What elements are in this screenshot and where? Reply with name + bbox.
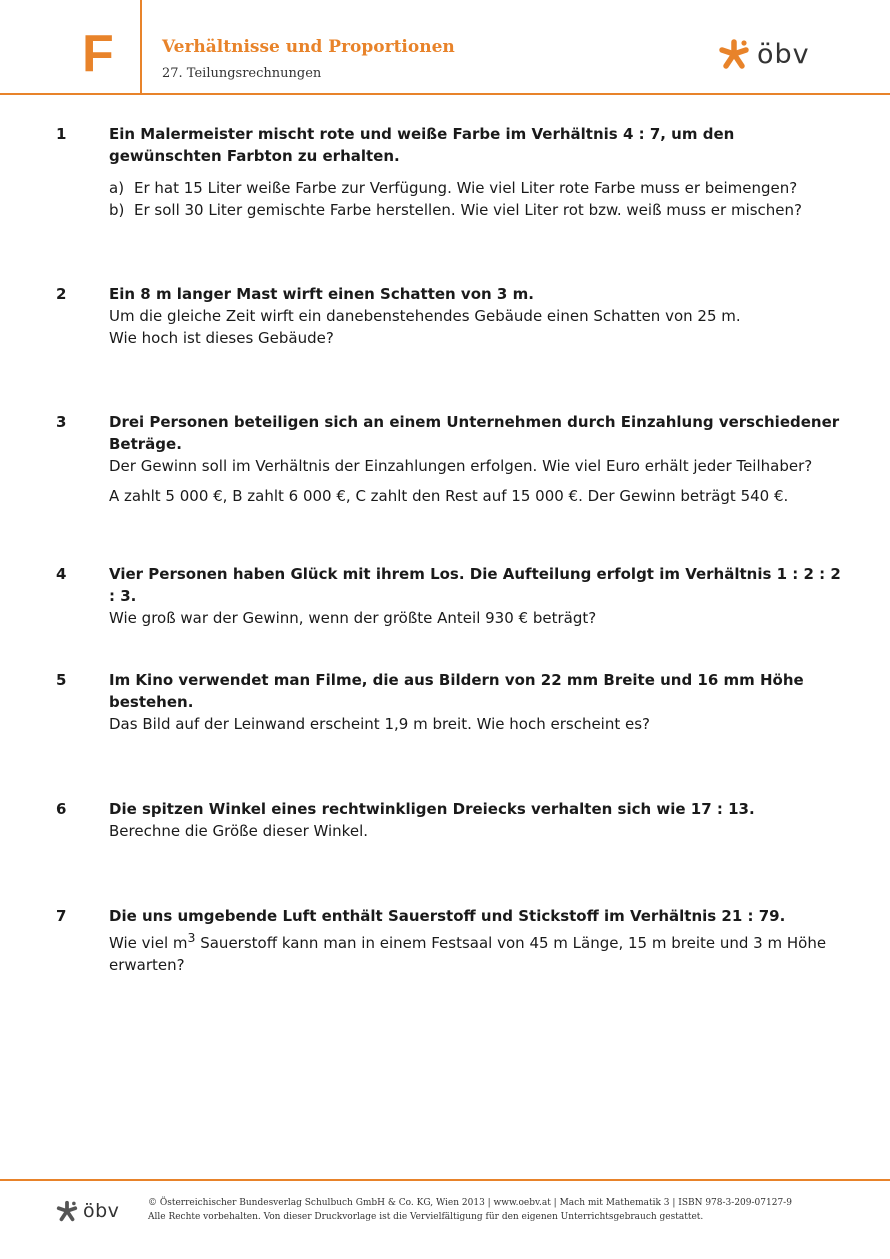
task-text: Berechne die Größe dieser Winkel. [109, 822, 368, 840]
task-text-end: Sauerstoff kann man in einem Festsaal von 45 m Länge, 15 m breite und 3 m Höhe erwarten? [109, 934, 827, 974]
task-heading: Ein 8 m langer Mast wirft einen Schatten von 3 m. [109, 285, 534, 303]
task-heading: Im Kino verwendet man Filme, die aus Bildern von 22 mm Breite und 16 mm Höhe bestehen. [109, 671, 804, 711]
section-subtitle: 27. Teilungsrechnungen [162, 66, 322, 81]
task-given-values: A zahlt 5 000 €, B zahlt 6 000 €, C zahlt den Rest auf 15 000 €. Der Gewinn beträgt 540 €. [109, 487, 789, 505]
logo-text: öbv [757, 38, 810, 70]
publisher-logo [718, 38, 810, 70]
task-heading: Ein Malermeister mischt rote und weiße Farbe im Verhältnis 4 : 7, um den gewünschten Farbton zu erhalten. [109, 125, 735, 165]
task-text: Wie hoch ist dieses Gebäude? [109, 329, 334, 347]
task-number: 7 [56, 907, 67, 925]
header-divider-horizontal [0, 93, 890, 95]
subtask-text: Er hat 15 Liter weiße Farbe zur Verfügung. Wie viel Liter rote Farbe muss er beimengen? [134, 179, 798, 197]
obv-star-icon [56, 1200, 78, 1222]
footer-logo-text: öbv [83, 1199, 120, 1222]
subtask-label: b) [109, 201, 125, 219]
task-number: 6 [56, 800, 67, 818]
task-number: 1 [56, 125, 67, 143]
task-text: Um die gleiche Zeit wirft ein danebenstehendes Gebäude einen Schatten von 25 m. [109, 307, 741, 325]
task-heading: Vier Personen haben Glück mit ihrem Los. Die Aufteilung erfolgt im Verhältnis 1 : 2 : 2 : 3. [109, 565, 841, 605]
task-text: Das Bild auf der Leinwand erscheint 1,9 m breit. Wie hoch erscheint es? [109, 715, 651, 733]
task-heading: Die uns umgebende Luft enthält Sauerstoff und Stickstoff im Verhältnis 21 : 79. [109, 907, 786, 925]
task-text: Wie groß war der Gewinn, wenn der größte Anteil 930 € beträgt? [109, 609, 597, 627]
subtask-label: a) [109, 179, 125, 197]
header-divider-vertical [140, 0, 142, 94]
task-number: 4 [56, 565, 67, 583]
rights-line: Alle Rechte vorbehalten. Von dieser Druckvorlage ist die Vervielfältigung für den eigenen Unterrichtsgebrauch gestattet. [148, 1212, 704, 1222]
task-number: 2 [56, 285, 67, 303]
subtask-text: Er soll 30 Liter gemischte Farbe herstellen. Wie viel Liter rot bzw. weiß muss er mischen? [134, 201, 803, 219]
task-heading: Die spitzen Winkel eines rechtwinkligen Dreiecks verhalten sich wie 17 : 13. [109, 800, 755, 818]
copyright-notice [148, 1196, 792, 1224]
task-text [109, 927, 849, 976]
chapter-letter: F [82, 25, 114, 83]
subtask-a [109, 177, 849, 199]
footer-divider [0, 1179, 890, 1181]
task-text: Der Gewinn soll im Verhältnis der Einzahlungen erfolgen. Wie viel Euro erhält jeder Teilhaber? [109, 457, 813, 475]
chapter-title: Verhältnisse und Proportionen [162, 37, 455, 57]
copyright-line: © Österreichischer Bundesverlag Schulbuch GmbH & Co. KG, Wien 2013 | www.oebv.at | Mach mit Mathematik 3 | ISBN 978-3-209-07127-9 [148, 1198, 792, 1208]
task-heading: Drei Personen beteiligen sich an einem Unternehmen durch Einzahlung verschiedener Beträge. [109, 413, 840, 453]
task-text-start: Wie viel m [109, 934, 188, 952]
unit-exponent: 3 [187, 930, 196, 945]
footer-publisher-logo [56, 1200, 119, 1222]
task-number: 3 [56, 413, 67, 431]
obv-star-icon [718, 38, 750, 70]
subtask-b [109, 199, 849, 221]
task-number: 5 [56, 671, 67, 689]
